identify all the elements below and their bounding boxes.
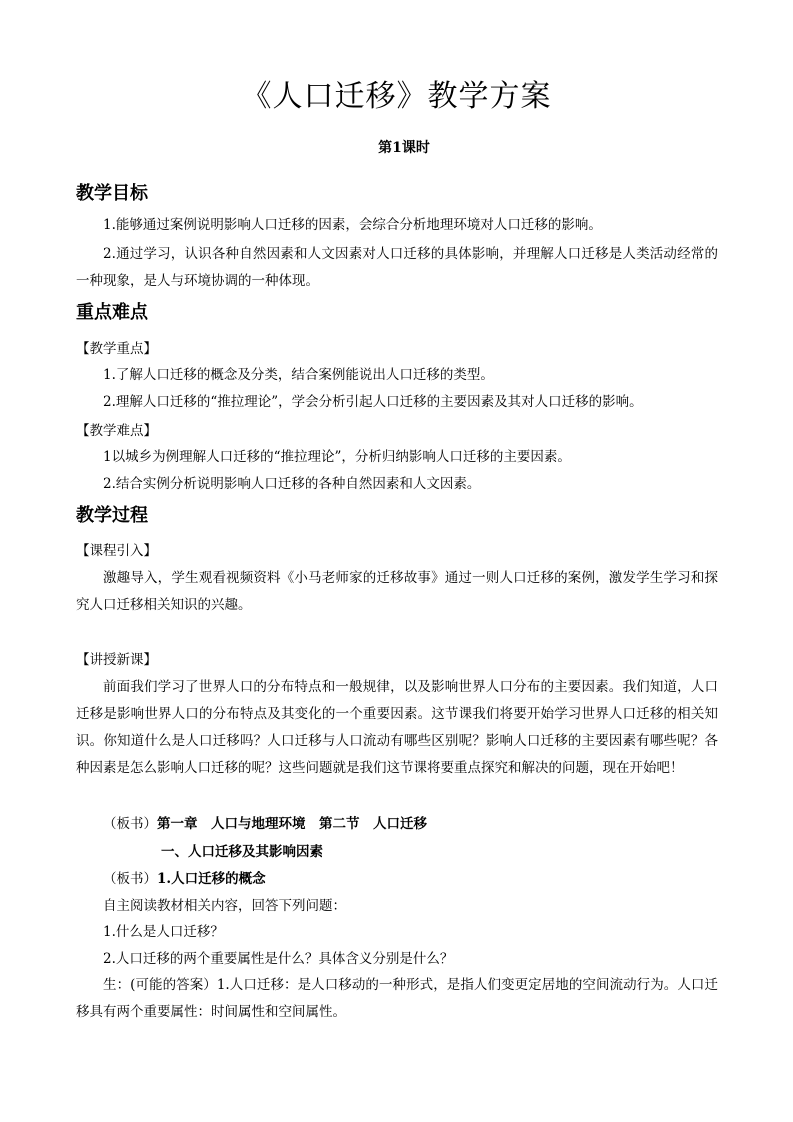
board-prefix: （板书）	[103, 816, 157, 832]
key-point-2: 2.理解人口迁移的“推拉理论”，学会分析引起人口迁移的主要因素及其对人口迁移的影响。	[103, 394, 643, 410]
intro-tag: 【课程引入】	[76, 543, 157, 559]
board-chapter	[103, 814, 427, 834]
heading-objectives: 教学目标	[76, 183, 148, 204]
new-lesson-tag: 【讲授新课】	[76, 652, 157, 668]
difficult-point-2: 2.结合实例分析说明影响人口迁移的各种自然因素和人文因素。	[103, 476, 481, 492]
question-1: 1.什么是人口迁移？	[103, 924, 224, 940]
board-concept-text: 1.人口迁移的概念	[157, 871, 266, 887]
board-concept	[103, 869, 266, 889]
intro-text: 激趣导入，学生观看视频资料《小马老师家的迁移故事》通过一则人口迁移的案例，激发学生学习和探究人口迁移相关知识的兴趣。	[76, 570, 718, 613]
question-2: 2.人口迁移的两个重要属性是什么？具体含义分别是什么？	[103, 951, 454, 967]
lesson-label: 第1课时	[378, 140, 430, 156]
student-answer: 生：(可能的答案）1.人口迁移：是人口移动的一种形式，是指人们变更定居地的空间流动行为。人口迁移具有两个重要属性：时间属性和空间属性。	[76, 977, 718, 1020]
board-chapter-text: 第一章 人口与地理环境 第二节 人口迁移	[157, 816, 427, 832]
board-prefix: （板书）	[103, 871, 157, 887]
objective-1: 1.能够通过案例说明影响人口迁移的因素，会综合分析地理环境对人口迁移的影响。	[103, 217, 602, 233]
subheading-migration-factors: 一、人口迁移及其影响因素	[161, 844, 323, 860]
key-points-tag: 【教学重点】	[76, 341, 157, 357]
key-point-1: 1.了解人口迁移的概念及分类，结合案例能说出人口迁移的类型。	[103, 367, 494, 383]
new-lesson-text: 前面我们学习了世界人口的分布特点和一般规律，以及影响世界人口分布的主要因素。我们知道，人口迁移是影响世界人口的分布特点及其变化的一个重要因素。这节课我们将要开始学习世界人口迁移的相关知识。你知道什么是人口迁移吗？人口迁移与人口流动有哪些区别呢？影响人口迁移的主要因素有哪些呢？各种因素是怎么影响人口迁移的呢？这些问题就是我们这节课将要重点探究和解决的问题，现在开始吧！	[76, 679, 718, 776]
reading-task: 自主阅读教材相关内容，回答下列问题：	[103, 898, 346, 914]
difficult-point-1: 1以城乡为例理解人口迁移的“推拉理论”，分析归纳影响人口迁移的主要因素。	[103, 449, 571, 465]
document-title: 《人口迁移》教学方案	[241, 79, 552, 114]
heading-key-difficult: 重点难点	[76, 302, 148, 323]
difficult-points-tag: 【教学难点】	[76, 423, 157, 439]
objective-2: 2.通过学习，认识各种自然因素和人文因素对人口迁移的具体影响，并理解人口迁移是人类活动经常的一种现象，是人与环境协调的一种体现。	[76, 246, 718, 289]
heading-process: 教学过程	[76, 505, 148, 526]
